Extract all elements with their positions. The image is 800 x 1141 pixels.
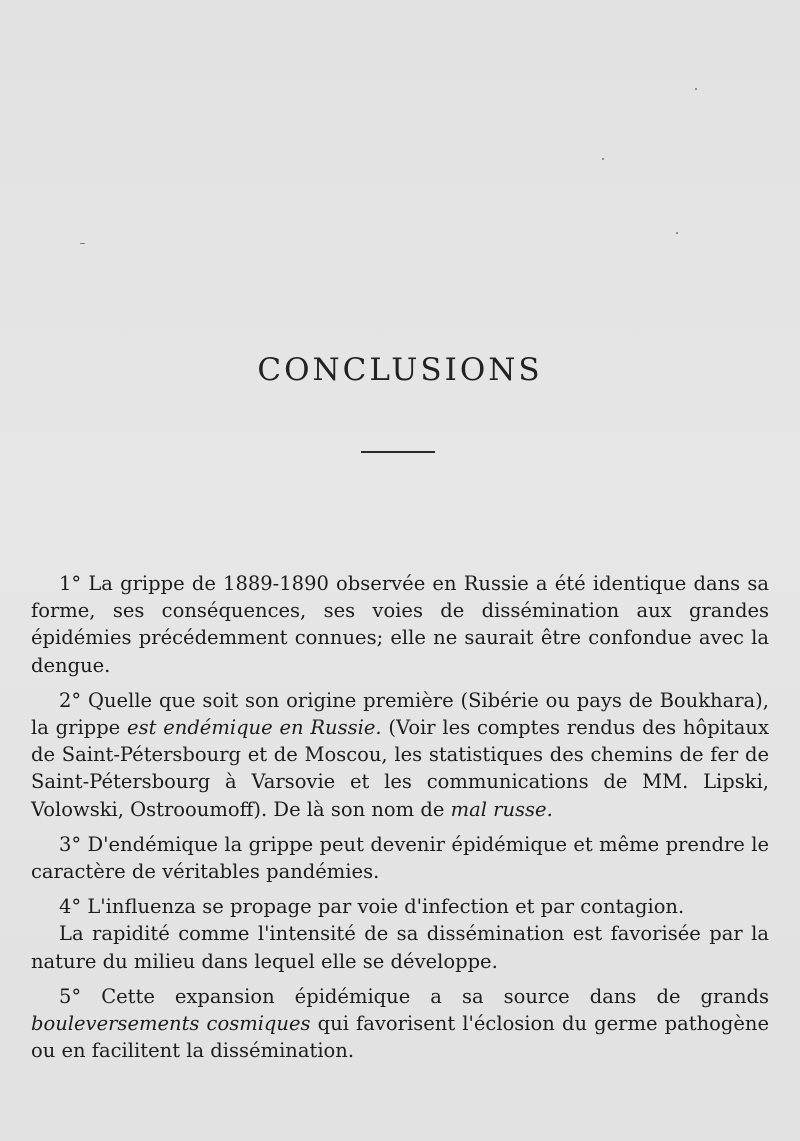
title-divider [361,451,435,453]
conclusion-4-text-a: 4° L'influenza se propage par voie d'infection et par contagion. [59,895,685,919]
paper-speck [695,88,697,90]
conclusion-2-emphasis-mal-russe: mal russe. [450,797,553,821]
conclusion-1-text: 1° La grippe de 1889-1890 observée en Russie a été identique dans sa forme, ses conséquences, ses voies de dissémination aux grandes épidémies précédemment connues; elle ne saurait être confondue avec la dengue. [31,572,769,677]
paper-speck [602,158,604,160]
paper-speck [676,232,678,234]
conclusion-5-text-a: 5° Cette expansion épidémique a sa source dans de grands [59,984,769,1008]
conclusion-paragraph-5 [31,983,769,1065]
conclusion-paragraph-4-continued [31,920,769,974]
page-title: CONCLUSIONS [257,352,543,388]
conclusion-paragraph-3 [31,831,769,885]
conclusion-2-text-a: 2° Quelle que soit son origine première (Sibérie ou pays de Boukhara), la grippe [31,688,769,740]
conclusion-4-text-b: La rapidité comme l'intensité de sa dissémination est favorisée par la nature du milieu dans lequel elle se développe. [31,922,769,973]
conclusions-body [31,570,769,1072]
conclusion-5-text-b: qui favorisent l'éclosion du germe pathogène ou en facilitent la dissémination. [31,1012,769,1063]
conclusion-paragraph-4 [31,893,769,920]
conclusion-paragraph-2 [31,687,769,823]
paper-speck [80,243,85,244]
conclusion-5-emphasis-cosmic: bouleversements cosmiques [31,1012,311,1036]
conclusion-3-text: 3° D'endémique la grippe peut devenir épidémique et même prendre le caractère de véritables pandémies. [31,832,769,884]
conclusion-2-text-b: (Voir les comptes rendus des hôpitaux de Saint-Pétersbourg et de Moscou, les statistiques des chemins de fer de Saint-Pétersbourg à Varsovie et les communications de MM. Lipski, Volowski, Ostrooumoff). De là son nom de [31,716,769,821]
conclusion-2-emphasis-endemic: est endémique en Russie. [127,716,382,740]
conclusion-paragraph-1 [31,570,769,679]
